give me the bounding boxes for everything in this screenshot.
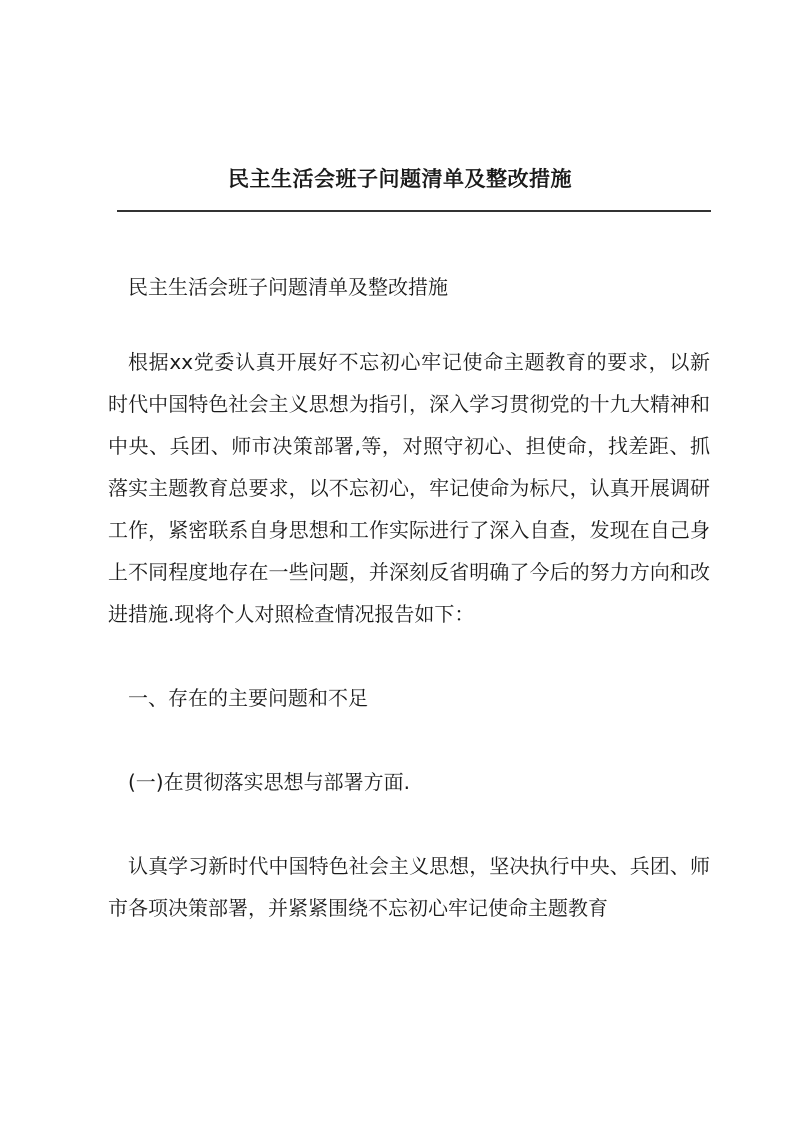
subtitle-paragraph: 民主生活会班子问题清单及整改措施 xyxy=(128,275,448,299)
title-divider xyxy=(117,210,711,212)
intro-paragraph: 根据xx党委认真开展好不忘初心牢记使命主题教育的要求，以新时代中国特色社会主义思想为指引，深入学习贯彻党的十九大精神和中央、兵团、师市决策部署,等，对照守初心、担使命，找差距、抓落实主题教育总要求，以不忘初心，牢记使命为标尺，认真开展调研工作，紧密联系自身思想和工作实际进行了深入自查，发现在自己身上不同程度地存在一些问题，并深刻反省明确了今后的努力方向和改进措施.现将个人对照检查情况报告如下： xyxy=(108,350,710,626)
subsection-heading: (一)在贯彻落实思想与部署方面. xyxy=(128,770,410,794)
document-body xyxy=(108,266,710,929)
body-paragraph: 认真学习新时代中国特色社会主义思想，坚决执行中央、兵团、师市各项决策部署，并紧紧围绕不忘初心牢记使命主题教育 xyxy=(108,854,710,920)
section-heading: 一、存在的主要问题和不足 xyxy=(128,686,368,710)
document-title: 民主生活会班子问题清单及整改措施 xyxy=(228,166,572,191)
